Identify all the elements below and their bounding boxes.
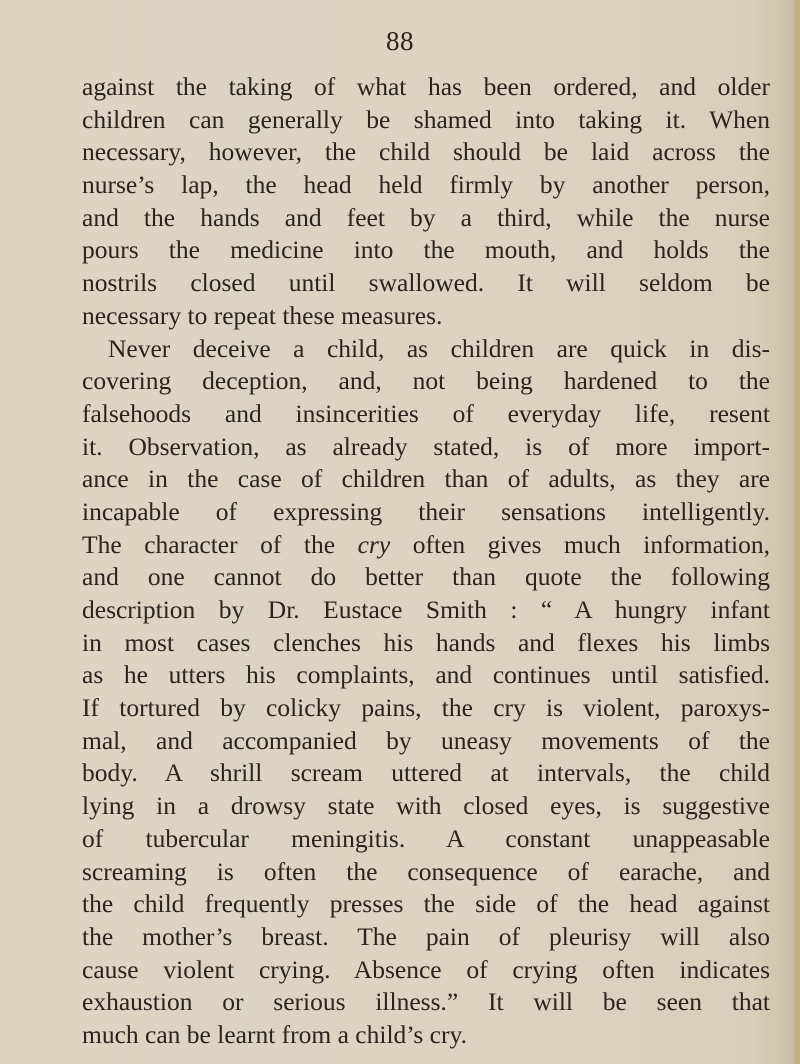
text-line: necessary to repeat these measures. [82, 300, 443, 330]
text-line: the child frequently presses the side of the head against [82, 889, 770, 919]
text-line: description by Dr. Eustace Smith : “ A hungry infant [82, 595, 770, 624]
text-line: If tortured by colicky pains, the cry is violent, paroxys- [82, 693, 770, 723]
text-line: body. A shrill scream uttered at intervals, the child [82, 758, 770, 788]
text-segment: The character of the [82, 529, 336, 559]
page-edge [792, 0, 800, 1064]
text-line: and one cannot do better than quote the following [82, 562, 770, 592]
text-line: the mother’s breast. The pain of pleurisy will also [82, 921, 770, 951]
text-line: pours the medicine into the mouth, and holds the [82, 235, 770, 265]
text-line: incapable of expressing their sensations intelligently. [82, 496, 770, 526]
text-line: in most cases clenches his hands and flexes his limbs [82, 627, 770, 657]
text-line: as he utters his complaints, and continues until satisfied. [82, 660, 770, 690]
text-line: against the taking of what has been ordered, and older [82, 72, 770, 101]
text-line: necessary, however, the child should be laid across the [82, 137, 770, 167]
text-line: and the hands and feet by a third, while the nurse [82, 202, 770, 232]
text-line: of tubercular meningitis. A constant unappeasable [82, 823, 770, 853]
text-line: covering deception, and, not being hardened to the [82, 366, 770, 396]
text-line: falsehoods and insincerities of everyday life, resent [82, 398, 770, 428]
italic-word: cry [357, 529, 391, 559]
text-line: screaming is often the consequence of earache, and [82, 856, 770, 886]
text-segment: often gives much information, [412, 529, 771, 559]
text-line: nurse’s lap, the head held firmly by another person, [82, 170, 770, 200]
page-number: 88 [386, 26, 414, 56]
text-line: cause violent crying. Absence of crying often indicates [82, 954, 770, 984]
text-line: it. Observation, as already stated, is of more import- [82, 431, 770, 461]
text-line: much can be learnt from a child’s cry. [82, 1019, 467, 1049]
text-line-mixed [82, 529, 770, 562]
text-line: ance in the case of children than of adults, as they are [82, 464, 770, 494]
text-line: exhaustion or serious illness.” It will be seen that [82, 987, 770, 1017]
text-line: lying in a drowsy state with closed eyes, is suggestive [82, 791, 770, 821]
text-line: mal, and accompanied by uneasy movements of the [82, 725, 770, 755]
text-line: nostrils closed until swallowed. It will seldom be [82, 268, 770, 298]
body-text [82, 71, 770, 1052]
text-line: Never deceive a child, as children are quick in dis- [108, 333, 770, 363]
text-line: children can generally be shamed into taking it. When [82, 104, 770, 134]
